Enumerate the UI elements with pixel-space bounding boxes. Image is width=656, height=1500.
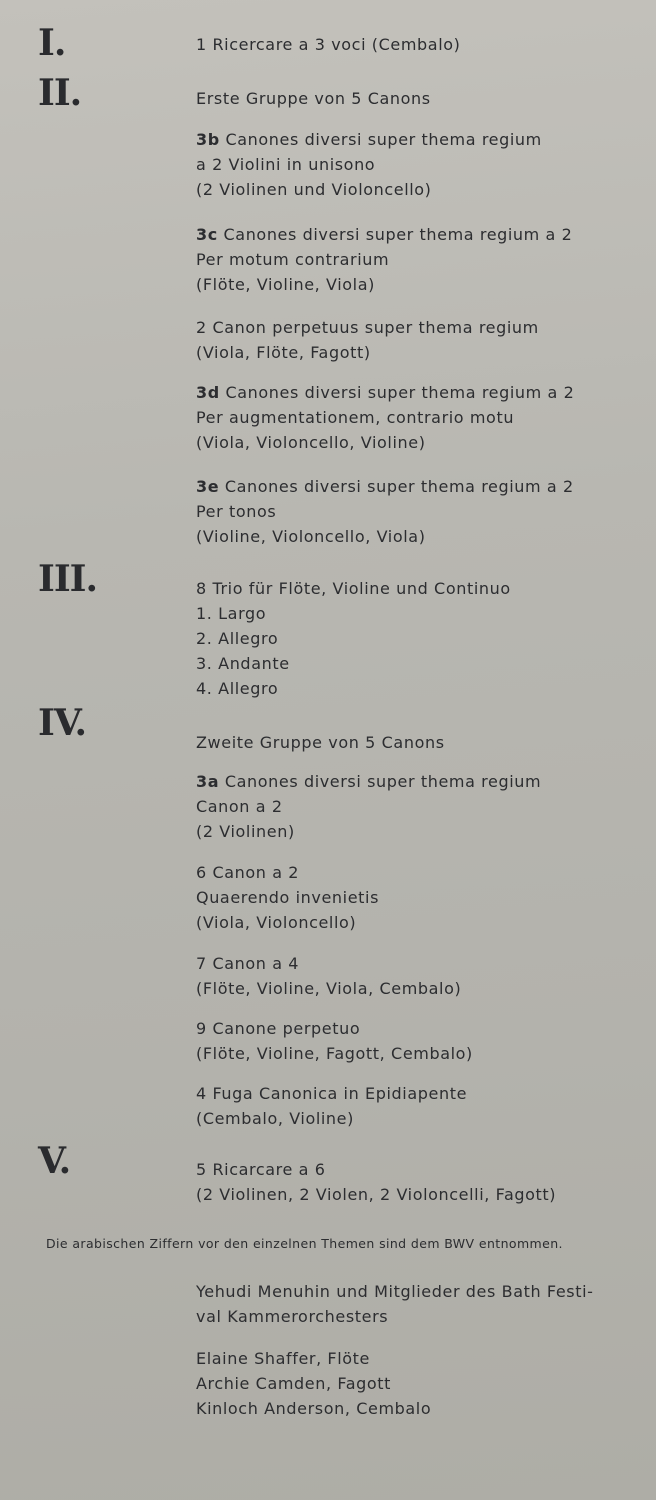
program-line: 6 Canon a 2 [196,863,300,882]
program-line: Quaerendo invenietis [196,888,380,907]
program-line: a 2 Violini in unisono [196,155,376,174]
program-line: 8 Trio für Flöte, Violine und Continuo [196,579,511,598]
program-line: Erste Gruppe von 5 Canons [196,89,431,108]
program-item [196,576,636,701]
bwv-number: 3c [196,225,218,244]
program-line: 1 Ricercare a 3 voci (Cembalo) [196,35,461,54]
performer-line: Yehudi Menuhin und Mitglieder des Bath Festi- [196,1282,594,1301]
program-item [196,1016,636,1066]
program-item [196,860,636,935]
program-line: (Flöte, Violine, Viola) [196,275,375,294]
program-line: Zweite Gruppe von 5 Canons [196,733,445,752]
performers-block [196,1279,636,1329]
bwv-number: 3a [196,772,220,791]
program-line: 4. Allegro [196,679,279,698]
section-numeral: I. [38,22,66,64]
program-item [196,730,636,755]
section-numeral: IV. [38,702,87,744]
program-line: Canon a 2 [196,797,283,816]
program-line: (Viola, Violoncello, Violine) [196,433,426,452]
performer-line: Archie Camden, Fagott [196,1374,391,1393]
program-line: 3. Andante [196,654,290,673]
program-item [196,474,636,549]
program-line: Per motum contrarium [196,250,390,269]
program-line-text: Canones diversi super thema regium a 2 [223,225,573,244]
program-line-text: Canones diversi super thema regium [224,772,542,791]
program-line [196,222,636,247]
program-line: 9 Canone perpetuo [196,1019,361,1038]
bwv-number: 3e [196,477,220,496]
program-line: 2 Canon perpetuus super thema regium [196,318,539,337]
program-item [196,127,636,202]
program-item [196,769,636,844]
performer-line: val Kammerorchesters [196,1307,389,1326]
program-line-text: Canones diversi super thema regium a 2 [224,477,574,496]
program-line: 2. Allegro [196,629,279,648]
program-line: Per augmentationem, contrario motu [196,408,515,427]
program-item [196,1157,636,1207]
program-item [196,32,636,57]
program-line: (2 Violinen, 2 Violen, 2 Violoncelli, Fagott) [196,1185,557,1204]
section-numeral: II. [38,72,82,114]
program-line [196,127,636,152]
program-line: 4 Fuga Canonica in Epidiapente [196,1084,468,1103]
section-numeral: III. [38,558,98,600]
performer-line: Kinloch Anderson, Cembalo [196,1399,432,1418]
bwv-number: 3d [196,383,220,402]
program-line: (Flöte, Violine, Fagott, Cembalo) [196,1044,473,1063]
program-item [196,380,636,455]
performers-block [196,1346,636,1421]
program-item [196,315,636,365]
section-numeral: V. [38,1140,71,1182]
program-line: (Viola, Flöte, Fagott) [196,343,371,362]
program-line: (2 Violinen) [196,822,295,841]
program-line-text: Canones diversi super thema regium a 2 [225,383,575,402]
program-item [196,86,636,111]
program-line [196,474,636,499]
program-line: (Violine, Violoncello, Viola) [196,527,426,546]
program-line: 5 Ricarcare a 6 [196,1160,326,1179]
program-item [196,1081,636,1131]
bwv-footnote: Die arabischen Ziffern vor den einzelnen Themen sind dem BWV entnommen. [46,1236,563,1251]
program-line [196,380,636,405]
program-line: (Viola, Violoncello) [196,913,357,932]
program-line: (Flöte, Violine, Viola, Cembalo) [196,979,462,998]
bwv-number: 3b [196,130,220,149]
program-line: 1. Largo [196,604,267,623]
program-line: 7 Canon a 4 [196,954,300,973]
program-line-text: Canones diversi super thema regium [225,130,542,149]
program-line [196,769,636,794]
program-item [196,951,636,1001]
program-line: (Cembalo, Violine) [196,1109,354,1128]
program-line: Per tonos [196,502,277,521]
performer-line: Elaine Shaffer, Flöte [196,1349,370,1368]
program-item [196,222,636,297]
program-line: (2 Violinen und Violoncello) [196,180,432,199]
